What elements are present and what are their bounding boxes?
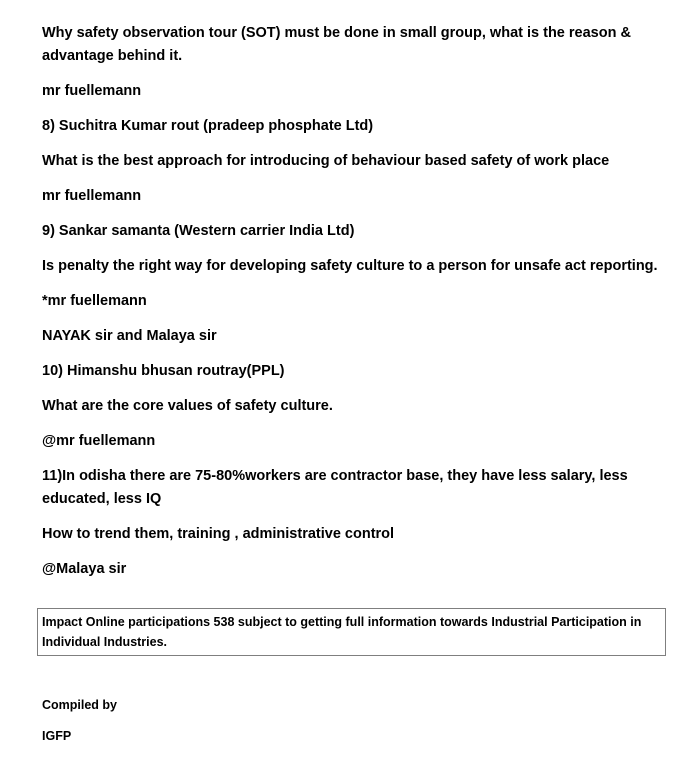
question-11-followup: How to trend them, training , administrative control bbox=[42, 526, 395, 542]
compiled-by-label: Compiled by bbox=[42, 698, 118, 712]
question-11-contractors: 11)In odisha there are 75-80%workers are contractor base, they have less salary, less educated, less IQ bbox=[42, 468, 628, 507]
question-bbs-approach: What is the best approach for introducing of behaviour based safety of work place bbox=[42, 153, 610, 169]
question-sot-small-group: Why safety observation tour (SOT) must be done in small group, what is the reason & advantage behind it. bbox=[42, 25, 631, 64]
document-body bbox=[42, 22, 667, 593]
participation-notice-box: Impact Online participations 538 subject to getting full information towards Industrial Participation in Individual Industries. bbox=[37, 608, 666, 656]
answer-speaker: mr fuellemann bbox=[42, 188, 142, 204]
participant-9: 9) Sankar samanta (Western carrier India Ltd) bbox=[42, 223, 355, 239]
participant-8: 8) Suchitra Kumar rout (pradeep phosphate Ltd) bbox=[42, 118, 374, 134]
answer-speaker: @mr fuellemann bbox=[42, 433, 156, 449]
organization-name: IGFP bbox=[42, 729, 72, 743]
answer-speaker: mr fuellemann bbox=[42, 83, 142, 99]
answer-speaker: @Malaya sir bbox=[42, 561, 127, 577]
participant-10: 10) Himanshu bhusan routray(PPL) bbox=[42, 363, 285, 379]
answer-speakers-additional: NAYAK sir and Malaya sir bbox=[42, 328, 217, 344]
question-core-values: What are the core values of safety culture. bbox=[42, 398, 333, 414]
answer-speaker: *mr fuellemann bbox=[42, 293, 147, 309]
question-penalty: Is penalty the right way for developing safety culture to a person for unsafe act reporting. bbox=[42, 258, 658, 274]
